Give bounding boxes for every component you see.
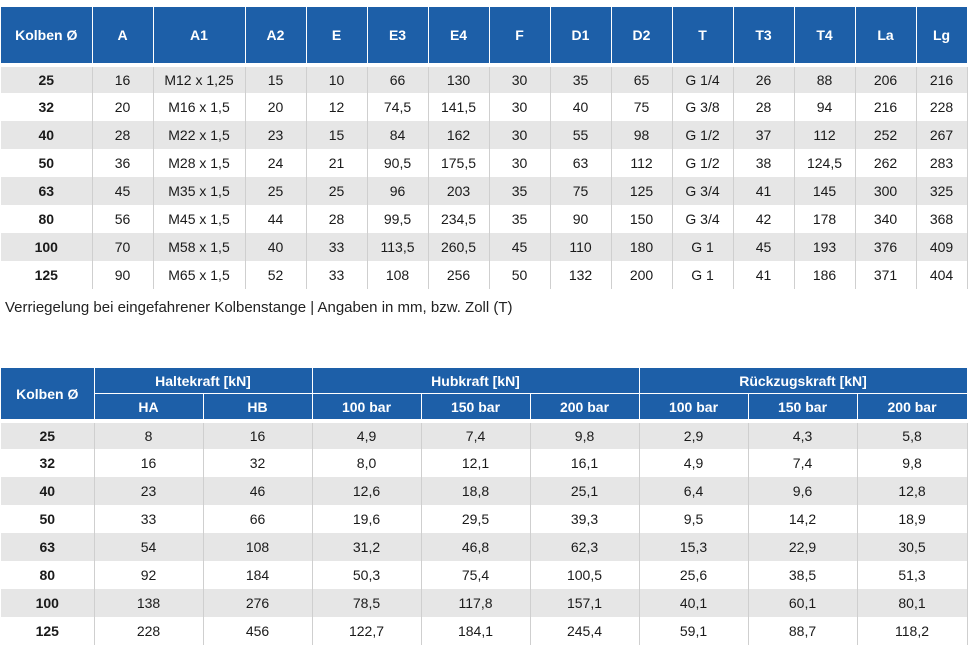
subheader-cell: HB (203, 394, 312, 422)
table-cell: 4,9 (312, 421, 421, 449)
table-cell: 41 (733, 261, 794, 289)
table-cell: 8,0 (312, 449, 421, 477)
subheader-cell: 200 bar (530, 394, 639, 422)
row-key-cell: 100 (1, 233, 92, 261)
table-cell: 6,4 (639, 477, 748, 505)
table-cell: 23 (94, 477, 203, 505)
table-cell: 40 (550, 93, 611, 121)
table-cell: 228 (94, 617, 203, 645)
table-cell: 25,6 (639, 561, 748, 589)
table-row (1, 65, 967, 93)
header-cell: T3 (733, 7, 794, 65)
header-cell: La (855, 7, 916, 65)
row-key-cell: 80 (1, 205, 92, 233)
subheader-cell: 200 bar (857, 394, 967, 422)
table-cell: 42 (733, 205, 794, 233)
table-cell: 267 (916, 121, 967, 149)
table-cell: 59,1 (639, 617, 748, 645)
table-cell: 15 (306, 121, 367, 149)
table-cell: 88,7 (748, 617, 857, 645)
table-cell: 31,2 (312, 533, 421, 561)
row-key-cell: 50 (1, 149, 92, 177)
header-cell: T (672, 7, 733, 65)
table-cell: 325 (916, 177, 967, 205)
table-cell: 28 (733, 93, 794, 121)
table-cell: G 3/8 (672, 93, 733, 121)
table-cell: 19,6 (312, 505, 421, 533)
header-kolben: Kolben Ø (1, 368, 94, 421)
table-cell: 162 (428, 121, 489, 149)
table-cell: 46 (203, 477, 312, 505)
table-cell: 22,9 (748, 533, 857, 561)
table-cell: 33 (306, 233, 367, 261)
table-cell: 25 (306, 177, 367, 205)
table-cell: 260,5 (428, 233, 489, 261)
table-cell: 38,5 (748, 561, 857, 589)
table-cell: M45 x 1,5 (153, 205, 245, 233)
table-cell: 8 (94, 421, 203, 449)
table-cell: 368 (916, 205, 967, 233)
header-cell: Lg (916, 7, 967, 65)
table-cell: 340 (855, 205, 916, 233)
table-cell: 88 (794, 65, 855, 93)
header-rueckzugskraft: Rückzugskraft [kN] (639, 368, 967, 394)
table-cell: 60,1 (748, 589, 857, 617)
table-cell: 63 (550, 149, 611, 177)
table-cell: G 1/2 (672, 149, 733, 177)
table-cell: 92 (94, 561, 203, 589)
table-cell: G 1 (672, 233, 733, 261)
table-cell: 15 (245, 65, 306, 93)
table-cell: 5,8 (857, 421, 967, 449)
header-cell: D2 (611, 7, 672, 65)
table-cell: 94 (794, 93, 855, 121)
header-cell: Kolben Ø (1, 7, 92, 65)
row-key-cell: 80 (1, 561, 94, 589)
subheader-cell: HA (94, 394, 203, 422)
row-key-cell: 40 (1, 477, 94, 505)
table-cell: 44 (245, 205, 306, 233)
table-cell: 150 (611, 205, 672, 233)
table-cell: M22 x 1,5 (153, 121, 245, 149)
header-cell: E4 (428, 7, 489, 65)
table-cell: 56 (92, 205, 153, 233)
table-cell: 262 (855, 149, 916, 177)
table-row (1, 477, 967, 505)
table-cell: 178 (794, 205, 855, 233)
table-cell: 141,5 (428, 93, 489, 121)
header-cell: A2 (245, 7, 306, 65)
table-cell: 228 (916, 93, 967, 121)
row-key-cell: 100 (1, 589, 94, 617)
table-cell: 9,8 (857, 449, 967, 477)
table-cell: 24 (245, 149, 306, 177)
table-row (1, 233, 967, 261)
table-cell: 32 (203, 449, 312, 477)
forces-subheader-row (1, 394, 967, 422)
table-cell: 30 (489, 121, 550, 149)
table-cell: 276 (203, 589, 312, 617)
row-key-cell: 63 (1, 533, 94, 561)
table-row (1, 589, 967, 617)
table-cell: 75 (550, 177, 611, 205)
table-cell: 404 (916, 261, 967, 289)
table-cell: 41 (733, 177, 794, 205)
table-cell: 9,5 (639, 505, 748, 533)
table-cell: 62,3 (530, 533, 639, 561)
table-row (1, 205, 967, 233)
table-note: Verriegelung bei eingefahrener Kolbenstange | Angaben in mm, bzw. Zoll (T) (5, 299, 513, 316)
subheader-cell: 100 bar (639, 394, 748, 422)
table-cell: 113,5 (367, 233, 428, 261)
dimensions-table (1, 7, 968, 289)
table-cell: M16 x 1,5 (153, 93, 245, 121)
subheader-cell: 150 bar (421, 394, 530, 422)
table-cell: 35 (550, 65, 611, 93)
table-cell: 18,9 (857, 505, 967, 533)
table-cell: 9,8 (530, 421, 639, 449)
table-cell: 2,9 (639, 421, 748, 449)
table-cell: 138 (94, 589, 203, 617)
header-cell: E (306, 7, 367, 65)
table-cell: 18,8 (421, 477, 530, 505)
table-cell: 54 (94, 533, 203, 561)
table-cell: G 3/4 (672, 177, 733, 205)
table-cell: 122,7 (312, 617, 421, 645)
table-cell: 20 (245, 93, 306, 121)
table-cell: G 1/4 (672, 65, 733, 93)
row-key-cell: 63 (1, 177, 92, 205)
table-cell: 9,6 (748, 477, 857, 505)
table-cell: 12 (306, 93, 367, 121)
table-cell: 184 (203, 561, 312, 589)
table-cell: 30 (489, 93, 550, 121)
table-cell: 14,2 (748, 505, 857, 533)
table-cell: 117,8 (421, 589, 530, 617)
header-cell: D1 (550, 7, 611, 65)
table-cell: 65 (611, 65, 672, 93)
subheader-cell: 150 bar (748, 394, 857, 422)
table-cell: 108 (203, 533, 312, 561)
table-cell: 75,4 (421, 561, 530, 589)
header-haltekraft: Haltekraft [kN] (94, 368, 312, 394)
table-cell: 90 (92, 261, 153, 289)
table-cell: 186 (794, 261, 855, 289)
table-cell: 16,1 (530, 449, 639, 477)
header-hubkraft: Hubkraft [kN] (312, 368, 639, 394)
table-cell: 90 (550, 205, 611, 233)
table-cell: 46,8 (421, 533, 530, 561)
table-cell: 110 (550, 233, 611, 261)
forces-table (1, 368, 968, 645)
table-cell: 10 (306, 65, 367, 93)
table-cell: 112 (611, 149, 672, 177)
table-row (1, 149, 967, 177)
table-cell: 252 (855, 121, 916, 149)
table-cell: M12 x 1,25 (153, 65, 245, 93)
table-row (1, 261, 967, 289)
table-cell: 75 (611, 93, 672, 121)
table-cell: G 1 (672, 261, 733, 289)
table-cell: M65 x 1,5 (153, 261, 245, 289)
table-cell: 16 (203, 421, 312, 449)
table-cell: 7,4 (421, 421, 530, 449)
table-cell: 300 (855, 177, 916, 205)
table-cell: 21 (306, 149, 367, 177)
table-cell: 39,3 (530, 505, 639, 533)
table-cell: 216 (916, 65, 967, 93)
table-cell: 23 (245, 121, 306, 149)
forces-group-header-row (1, 368, 967, 394)
table-cell: 26 (733, 65, 794, 93)
table-cell: 74,5 (367, 93, 428, 121)
table-cell: 55 (550, 121, 611, 149)
table-cell: 108 (367, 261, 428, 289)
table-cell: 80,1 (857, 589, 967, 617)
table-cell: 70 (92, 233, 153, 261)
table-cell: 15,3 (639, 533, 748, 561)
table-cell: 30 (489, 65, 550, 93)
table-cell: 157,1 (530, 589, 639, 617)
table-cell: 200 (611, 261, 672, 289)
table-cell: 38 (733, 149, 794, 177)
table-cell: M35 x 1,5 (153, 177, 245, 205)
table-cell: 7,4 (748, 449, 857, 477)
table-cell: 35 (489, 205, 550, 233)
table-cell: 245,4 (530, 617, 639, 645)
row-key-cell: 40 (1, 121, 92, 149)
table-cell: 216 (855, 93, 916, 121)
header-cell: F (489, 7, 550, 65)
table-cell: 37 (733, 121, 794, 149)
table-cell: 28 (92, 121, 153, 149)
table-cell: 203 (428, 177, 489, 205)
table-cell: 283 (916, 149, 967, 177)
table-cell: 45 (733, 233, 794, 261)
row-key-cell: 32 (1, 93, 92, 121)
header-cell: A (92, 7, 153, 65)
row-key-cell: 50 (1, 505, 94, 533)
row-key-cell: 125 (1, 617, 94, 645)
table-cell: M58 x 1,5 (153, 233, 245, 261)
table-cell: 96 (367, 177, 428, 205)
table-row (1, 449, 967, 477)
header-cell: A1 (153, 7, 245, 65)
table-cell: 35 (489, 177, 550, 205)
table-cell: 50 (489, 261, 550, 289)
table-cell: 234,5 (428, 205, 489, 233)
table-cell: 45 (92, 177, 153, 205)
table-cell: 12,8 (857, 477, 967, 505)
table-cell: 184,1 (421, 617, 530, 645)
table-row (1, 421, 967, 449)
table-cell: 376 (855, 233, 916, 261)
row-key-cell: 32 (1, 449, 94, 477)
table-cell: 124,5 (794, 149, 855, 177)
table-cell: 132 (550, 261, 611, 289)
table-cell: 25,1 (530, 477, 639, 505)
table-cell: 206 (855, 65, 916, 93)
row-key-cell: 125 (1, 261, 92, 289)
table-cell: 256 (428, 261, 489, 289)
table-cell: 25 (245, 177, 306, 205)
table-cell: 52 (245, 261, 306, 289)
table-row (1, 505, 967, 533)
table-cell: 193 (794, 233, 855, 261)
row-key-cell: 25 (1, 421, 94, 449)
table-cell: 84 (367, 121, 428, 149)
table-cell: 12,6 (312, 477, 421, 505)
table-cell: 4,3 (748, 421, 857, 449)
table-cell: 45 (489, 233, 550, 261)
table-cell: G 1/2 (672, 121, 733, 149)
table-cell: 118,2 (857, 617, 967, 645)
table-row (1, 177, 967, 205)
table-cell: 90,5 (367, 149, 428, 177)
dimensions-header-row (1, 7, 967, 65)
table-row (1, 121, 967, 149)
table-cell: 40 (245, 233, 306, 261)
table-cell: 125 (611, 177, 672, 205)
table-cell: 33 (94, 505, 203, 533)
table-cell: 12,1 (421, 449, 530, 477)
table-cell: 371 (855, 261, 916, 289)
table-row (1, 561, 967, 589)
table-cell: 78,5 (312, 589, 421, 617)
table-cell: 33 (306, 261, 367, 289)
table-cell: 409 (916, 233, 967, 261)
table-cell: 36 (92, 149, 153, 177)
table-cell: 456 (203, 617, 312, 645)
table-cell: 16 (92, 65, 153, 93)
table-cell: 4,9 (639, 449, 748, 477)
row-key-cell: 25 (1, 65, 92, 93)
table-cell: 30,5 (857, 533, 967, 561)
table-cell: 40,1 (639, 589, 748, 617)
table-cell: 66 (203, 505, 312, 533)
table-cell: 145 (794, 177, 855, 205)
header-cell: T4 (794, 7, 855, 65)
table-cell: 98 (611, 121, 672, 149)
table-cell: 100,5 (530, 561, 639, 589)
subheader-cell: 100 bar (312, 394, 421, 422)
table-cell: 112 (794, 121, 855, 149)
table-cell: 30 (489, 149, 550, 177)
table-cell: M28 x 1,5 (153, 149, 245, 177)
table-cell: 130 (428, 65, 489, 93)
table-cell: 66 (367, 65, 428, 93)
table-cell: 28 (306, 205, 367, 233)
table-cell: 20 (92, 93, 153, 121)
table-cell: 175,5 (428, 149, 489, 177)
table-cell: 51,3 (857, 561, 967, 589)
table-cell: 29,5 (421, 505, 530, 533)
table-cell: 16 (94, 449, 203, 477)
table-row (1, 533, 967, 561)
table-row (1, 93, 967, 121)
header-cell: E3 (367, 7, 428, 65)
table-cell: 180 (611, 233, 672, 261)
table-cell: 50,3 (312, 561, 421, 589)
table-row (1, 617, 967, 645)
table-cell: G 3/4 (672, 205, 733, 233)
table-cell: 99,5 (367, 205, 428, 233)
